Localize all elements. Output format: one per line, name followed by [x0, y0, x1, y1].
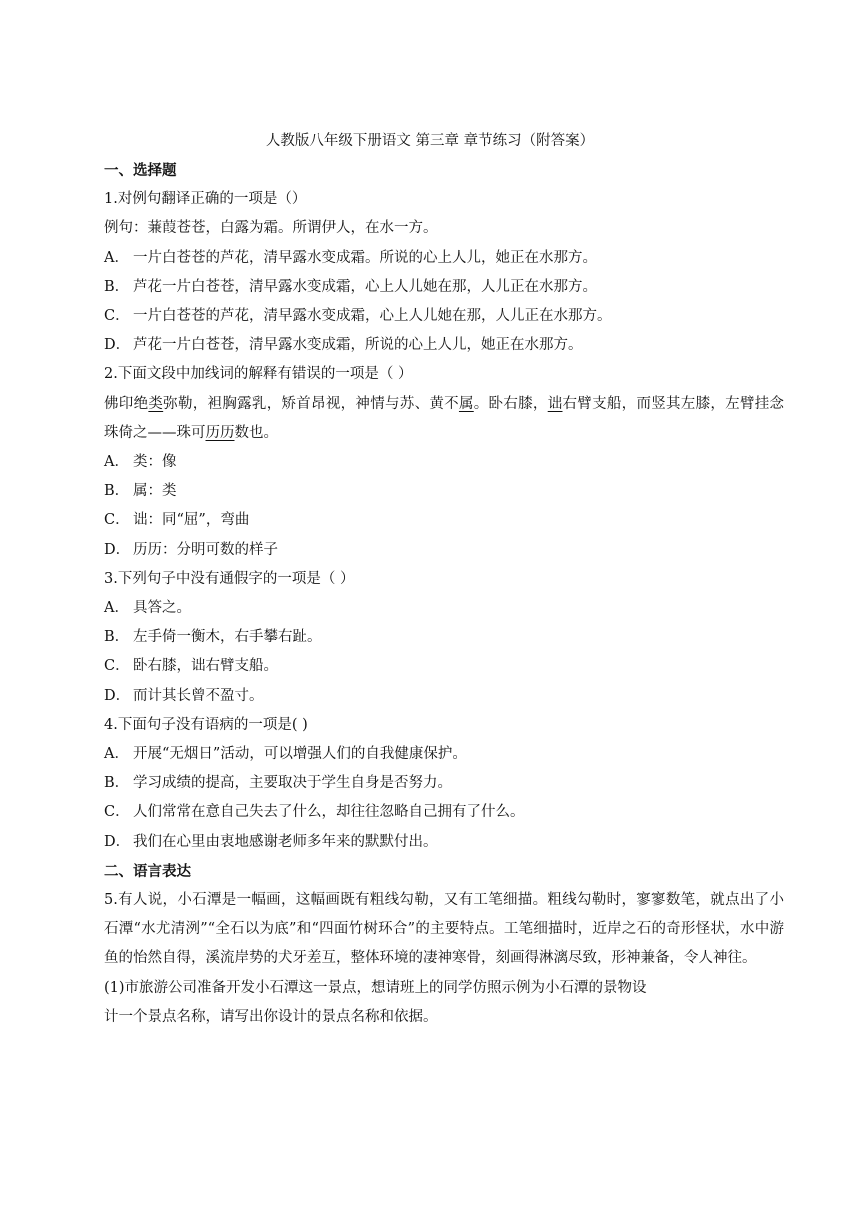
question-2-option-b — [104, 477, 784, 506]
option-text: 诎：同“屈”，弯曲 — [133, 512, 250, 529]
section-heading-expression: 二、语言表达 — [104, 862, 191, 880]
option-text: 学习成绩的提高，主要取决于学生自身是否努力。 — [133, 775, 452, 792]
option-text: 具答之。 — [133, 600, 191, 617]
question-1-example: 例句：蒹葭苍苍，白露为霜。所谓伊人，在水一方。 — [104, 220, 438, 237]
option-letter: D． — [104, 337, 131, 354]
option-letter: D． — [104, 687, 131, 704]
option-letter: A． — [104, 746, 129, 763]
option-letter: A． — [104, 249, 129, 266]
option-text: 卧右膝，诎右臂支船。 — [133, 658, 278, 675]
option-text: 历历：分明可数的样子 — [133, 541, 278, 558]
question-2-option-c — [104, 506, 784, 535]
option-letter: B． — [104, 278, 130, 295]
option-text: 芦花一片白苍苍，清早露水变成霜，心上人儿她在那，人儿正在水那方。 — [133, 278, 597, 295]
section-heading-choice: 一、选择题 — [104, 162, 177, 179]
question-1-option-d — [104, 331, 784, 360]
question-4-option-d — [104, 828, 784, 857]
question-4-stem: 4.下面句子没有语病的一项是( ) — [104, 716, 308, 733]
option-text: 而计其长曾不盈寸。 — [133, 687, 264, 704]
option-letter: B． — [104, 483, 130, 500]
question-1-option-a — [104, 244, 784, 273]
question-1-option-b — [104, 273, 784, 302]
passage-text: 弥勒，袒胸露乳，矫首昂视，神情与苏、黄不 — [163, 395, 459, 412]
option-text: 左手倚一衡木，右手攀右趾。 — [133, 629, 322, 646]
passage-text: 数也。 — [234, 424, 278, 441]
question-4-option-a — [104, 740, 784, 769]
question-5-sub1-line2: 计一个景点名称，请写出你设计的景点名称和依据。 — [104, 1008, 438, 1025]
document-title: 人教版八年级下册语文 第三章 章节练习（附答案） — [265, 133, 595, 149]
option-text: 开展“无烟日”活动，可以增强人们的自我健康保护。 — [133, 746, 467, 763]
question-3-option-d — [104, 682, 784, 711]
option-letter: C． — [104, 658, 130, 675]
question-1-stem: 1.对例句翻译正确的一项是（） — [104, 191, 307, 208]
option-letter: B． — [104, 775, 130, 792]
option-text: 一片白苍苍的芦花，清早露水变成霜，心上人儿她在那，人儿正在水那方。 — [133, 308, 612, 325]
option-text: 芦花一片白苍苍，清早露水变成霜，所说的心上人儿，她正在水那方。 — [133, 337, 583, 354]
option-text: 一片白苍苍的芦花，清早露水变成霜。所说的心上人儿，她正在水那方。 — [133, 249, 597, 266]
document-body — [104, 156, 784, 1032]
question-3-option-c — [104, 652, 784, 681]
option-text: 属：类 — [133, 483, 177, 500]
option-text: 我们在心里由衷地感谢老师多年来的默默付出。 — [133, 833, 438, 850]
option-letter: D． — [104, 833, 131, 850]
option-letter: A． — [104, 600, 129, 617]
passage-text: 。卧右膝， — [473, 395, 548, 412]
question-2-stem: 2.下面文段中加线词的解释有错误的一项是（ ） — [104, 366, 413, 383]
passage-text: 佛印绝 — [104, 395, 149, 412]
underlined-word: 属 — [458, 395, 474, 412]
option-letter: D． — [104, 541, 131, 558]
question-1-option-c — [104, 302, 784, 331]
option-text: 人们常常在意自己失去了什么，却往往忽略自己拥有了什么。 — [133, 804, 525, 821]
question-4-option-b — [104, 769, 784, 798]
question-2-passage — [104, 390, 784, 448]
underlined-word: 诎 — [547, 395, 563, 412]
question-5-paragraph: 5.有人说，小石潭是一幅画，这幅画既有粗线勾勒，又有工笔细描。粗线勾勒时，寥寥数笔，就点出了小石潭“水尤清洌”“全石以为底”和“四面竹树环合”的主要特点。工笔细描时，近岸之石的奇形怪状，水中游鱼的怡然自得，溪流岸势的犬牙差互，整体环境的凄神寒骨，刻画得淋漓尽致，形神兼备，令人神往。 — [104, 892, 784, 967]
question-2-option-d — [104, 536, 784, 565]
option-letter: A． — [104, 454, 129, 471]
question-3-stem: 3.下列句子中没有通假字的一项是（ ） — [104, 570, 355, 587]
option-letter: B． — [104, 629, 130, 646]
question-2-option-a — [104, 448, 784, 477]
option-letter: C． — [104, 804, 130, 821]
underlined-word: 类 — [148, 395, 164, 412]
option-letter: C． — [104, 308, 130, 325]
option-text: 类：像 — [133, 454, 177, 471]
passage-text: 右臂支船，而竖其左膝，左臂挂念珠倚之——珠可 — [104, 395, 785, 441]
question-4-option-c — [104, 798, 784, 827]
underlined-word: 历历 — [205, 424, 235, 441]
question-3-option-a — [104, 594, 784, 623]
question-5-sub1-line1: (1)市旅游公司准备开发小石潭这一景点，想请班上的同学仿照示例为小石潭的景物设 — [104, 979, 647, 996]
option-letter: C． — [104, 512, 130, 529]
question-3-option-b — [104, 623, 784, 652]
